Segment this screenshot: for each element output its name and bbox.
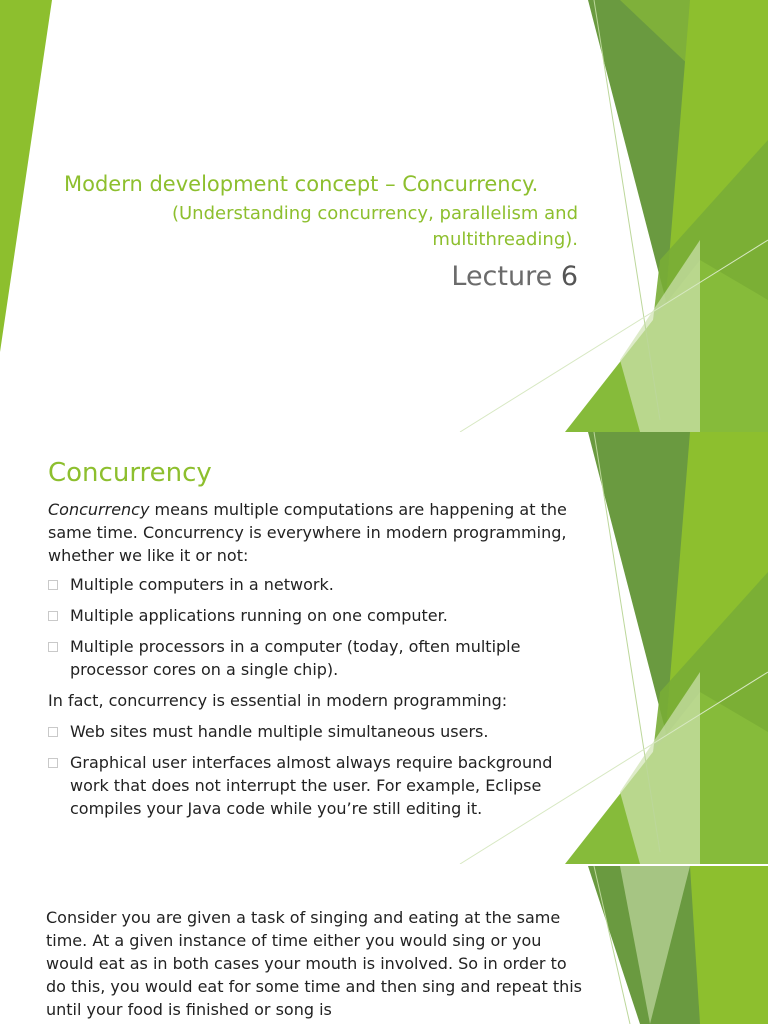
lecture-number: 6 <box>560 261 578 292</box>
bullet-text: Multiple processors in a computer (today, often multiple processor cores on a single chip). <box>70 637 521 679</box>
bullet-text: Web sites must handle multiple simultaneous users. <box>70 722 489 741</box>
square-bullet-icon <box>48 611 58 621</box>
bullet-text: Multiple applications running on one computer. <box>70 606 448 625</box>
intro-text: means multiple computations are happening at the same time. Concurrency is everywhere in modern programming, whether we like it or not: <box>48 500 567 565</box>
lecture-text: Lecture <box>451 261 553 292</box>
bullet-item <box>48 720 588 743</box>
bullet-item <box>48 604 588 627</box>
lecture-label <box>451 259 578 295</box>
bullet-item <box>48 751 588 820</box>
bullet-text: Graphical user interfaces almost always require background work that does not interrupt the user. For example, Eclipse compiles your Java code while you’re still editing it. <box>70 753 553 818</box>
bullet-item <box>48 635 588 681</box>
title-slide <box>0 0 768 432</box>
middle-paragraph: In fact, concurrency is essential in modern programming: <box>48 691 508 710</box>
slide-heading: Concurrency <box>48 458 212 488</box>
presentation-subtitle: (Understanding concurrency, parallelism and multithreading). <box>171 203 578 250</box>
square-bullet-icon <box>48 580 58 590</box>
presentation-title: Modern development concept – Concurrency. <box>64 172 539 196</box>
square-bullet-icon <box>48 758 58 768</box>
example-paragraph: Consider you are given a task of singing and eating at the same time. At a given instance of time either you would sing or you would eat as in both cases your mouth is involved. So in order to do this, you would eat for some time and then sing and repeat this until your food is finished or song is <box>46 908 583 1019</box>
square-bullet-icon <box>48 727 58 737</box>
square-bullet-icon <box>48 642 58 652</box>
concurrency-slide <box>0 432 768 864</box>
bullet-item <box>48 573 588 596</box>
intro-paragraph <box>48 498 588 567</box>
intro-term: Concurrency <box>48 500 150 519</box>
example-slide <box>0 866 768 1024</box>
slide-body <box>48 498 588 828</box>
bullet-text: Multiple computers in a network. <box>70 575 334 594</box>
